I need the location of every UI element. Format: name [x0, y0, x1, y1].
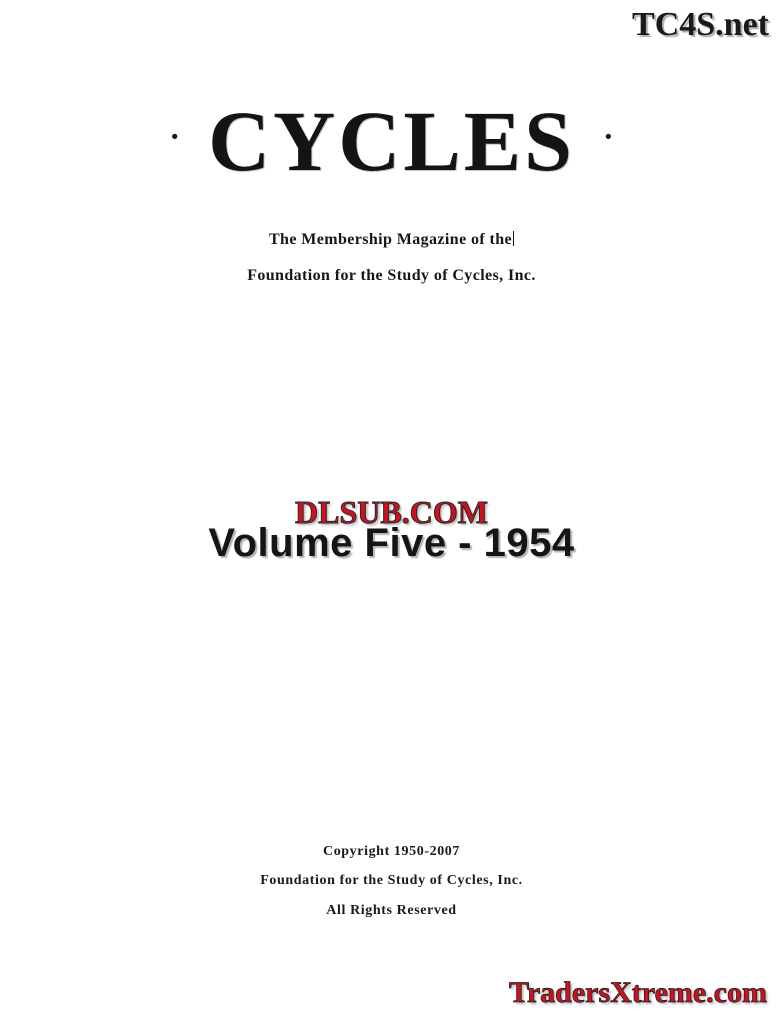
watermark-center: DLSUB.COM — [295, 494, 488, 530]
page-title: CYCLES — [208, 93, 575, 189]
subtitle-line-2: Foundation for the Study of Cycles, Inc. — [247, 267, 536, 284]
subtitle-line-1-text: The Membership Magazine of the — [268, 231, 513, 248]
title-line — [167, 93, 616, 189]
copyright-line-1: Copyright 1950-2007 — [322, 844, 460, 859]
watermark-top-right: TC4S.net — [632, 6, 769, 43]
title-right-dot-icon: · — [600, 112, 616, 162]
title-block — [0, 93, 783, 189]
subtitle-line-1 — [0, 231, 783, 249]
copyright-line-3: All Rights Reserved — [326, 903, 457, 918]
text-caret — [513, 231, 514, 246]
copyright-line-2: Foundation for the Study of Cycles, Inc. — [260, 873, 523, 888]
watermark-bottom-right: TradersXtreme.com — [509, 976, 767, 1009]
volume-label: Volume Five - 1954 — [208, 521, 575, 565]
title-left-dot-icon: · — [167, 112, 183, 162]
